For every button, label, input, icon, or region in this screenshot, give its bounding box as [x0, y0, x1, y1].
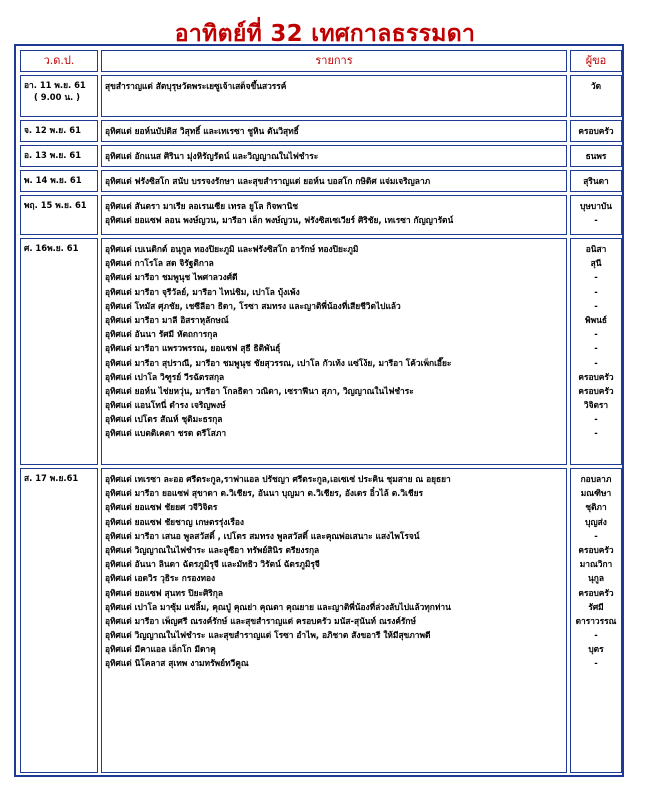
list-item: อุทิศแด่ เบเนดิกต์ อนุกูล ทองปิยะภูมิ และฟรังซิสโก อารักษ์ ทองปิยะภูมิ: [105, 244, 359, 254]
requester-text: ชุติภา: [585, 502, 607, 513]
list-item: อุทิศแด่ ยอแซฟ ชัยยศ วจีวิจิตร: [105, 502, 218, 513]
list-item: อุทิศแด่ แอนโทนี่ ดำรง เจริญพงษ์: [105, 400, 226, 411]
requester-text: -: [594, 630, 598, 641]
requester-text: -: [594, 414, 598, 425]
requester-text: -: [594, 357, 598, 368]
list-item: อุทิศแด่ มารีอา ยอแซฟ สุขาดา ต.วิเชียร, อันนา บุญมา ต.วิเชียร, อังเดร อิ๋วไล้ ต.วิเชียร: [105, 488, 423, 499]
list-item: อุทิศแด่ ยอห์น ไช่ยหวุ่น, มารีอา โกลธิดา วณิดา, เซราฟีนา สุภา, วิญญาณในไฟชำระ: [105, 385, 414, 396]
requester-text: อนิสา: [585, 244, 607, 254]
list-item: อุทิศแด่ อันนา รัศมี หัตถการกุล: [105, 329, 218, 340]
list-item: อุทิศแด่ เปโตร สัณห์ ชุติมะธรกุล: [105, 414, 223, 425]
header-date: ว.ด.ป.: [20, 50, 98, 72]
date-text: อ. 13 พ.ย. 61: [24, 150, 82, 160]
requester-text: บุญส่ง: [585, 516, 607, 527]
requester-text: -: [594, 658, 598, 669]
date-text: จ. 12 พ.ย. 61: [24, 125, 81, 135]
list-item: อุทิศแด่ นิโคลาส สุเทพ งามทรัพย์ทวีคูณ: [105, 658, 249, 669]
table-row-items: [101, 195, 567, 235]
list-item: อุทิศแด่ มารีอา เพ็ญศรี ณรงค์รักษ์ และสุขสำราญแด่ ครอบครัว มนัส-สุนันท์ ณรงค์รักษ์: [105, 615, 417, 626]
list-item: อุทิศแด่ ฟรังซิสโก สนับ บรรจงรักษา และสุขสำราญแด่ ยอห์น บอสโก กษิดิศ แจ่มเจริญลาภ: [105, 176, 431, 186]
requester-text: สุรินดา: [583, 176, 609, 186]
date-text: อา. 11 พ.ย. 61: [24, 80, 86, 90]
requester-text: -: [594, 272, 598, 283]
table-row-items: [101, 238, 567, 465]
requester-text: ครอบครัว: [578, 385, 614, 396]
requester-text: ครอบครัว: [578, 371, 614, 382]
date-time-text: ( 9.00 น. ): [34, 92, 80, 102]
table-row-date: [20, 120, 98, 142]
list-item: อุทิศแด่ ยอแซฟ สุนทร ปิยะศิริกุล: [105, 587, 223, 598]
requester-text: วิจิตรา: [583, 400, 609, 411]
table-row-items: [101, 120, 567, 142]
schedule-table-frame: [14, 44, 624, 777]
date-text: พฤ. 15 พ.ย. 61: [24, 200, 87, 210]
table-row-requester: [570, 120, 622, 142]
table-row-requester: [570, 468, 622, 773]
list-item: อุทิศแด่ มารีอา จุรีวัลย์, มารีอา ไหน่ชิม, เปาโล บุ้งเพ้ง: [105, 286, 300, 297]
list-item: อุทิศแด่ มีคาแอล เล็กโก มีดาคุ: [105, 644, 216, 655]
header-requester: ผู้ขอ: [570, 50, 622, 72]
list-item: อุทิศแด่ เปาโล มาซุ้ม แซ่ลิ้ม, คุณปู่ คุณย่า คุณตา คุณยาย และญาติพี่น้องที่ล่วงลับไปแล้วทุกท่าน: [105, 601, 451, 612]
list-item: อุทิศแด่ มารีอา เสนอ พูลสวัสดิ์ , เปโตร สมทรง พูลสวัสดิ์ และคุณพ่อเสนาะ แสงไพโรจน์: [105, 530, 420, 541]
requester-text: กอบลาภ: [580, 474, 612, 484]
table-row-date: [20, 170, 98, 192]
table-row-items: [101, 170, 567, 192]
list-item: อุทิศแด่ เอดวิร วุธิระ กรองทอง: [105, 573, 216, 584]
table-row-date: [20, 145, 98, 167]
requester-text: สุนี: [590, 258, 602, 269]
list-item: อุทิศแด่ วิญญาณในไฟชำระ และลูซีอา ทรัพย์สินิร ตรียงรกุล: [105, 544, 320, 555]
requester-text: -: [594, 286, 598, 297]
requester-text: มาณวิกา: [579, 559, 613, 570]
table-row-items: [101, 468, 567, 773]
requester-text: บุตร: [588, 644, 604, 655]
list-item: อุทิศแด่ ยอห์นบัปติส วิสุทธิ์ และเทเรซา ชูหิน ตันวิสุทธิ์: [105, 126, 299, 136]
list-item: อุทิศแด่ เทเรซา ละออ ศรีตระกูล,ราฟาแอล ปรัชญา ศรีตระกูล,เอเซเซ่ ประคิน ชุมสาย ณ อยุธยา: [105, 474, 451, 484]
list-item: สุขสำราญแด่ สัตบุรุษวัดพระเยซูเจ้าเสด็จขึ้นสวรรค์: [105, 81, 287, 91]
requester-text: -: [594, 343, 598, 354]
list-item: อุทิศแด่ มารีอา สุปราณี, มารีอา ชมพูนุช ชัยสุวรรณ, เปาโล กัวเท้ง แซ่โง้ย, มารีอา โค้วเพ็กเอี๊ยะ: [105, 357, 452, 368]
requester-text: ดาราวรรณ: [575, 615, 617, 626]
requester-text: มณฑิษา: [580, 488, 612, 499]
requester-text: -: [594, 530, 598, 541]
list-item: อุทิศแด่ อักแนส ศิรินา มุ่งหิรัญรัตน์ และวิญญาณในไฟชำระ: [105, 151, 319, 161]
list-item: อุทิศแด่ มารีอา มาลี อิสราหุลักษณ์: [105, 314, 229, 325]
table-row-requester: [570, 170, 622, 192]
list-item: อุทิศแด่ กาโรโล สด จิรัฐติกาล: [105, 258, 214, 269]
requester-text: -: [594, 215, 598, 226]
requester-text: บุษบาบัน: [580, 201, 612, 211]
requester-text: ครอบครัว: [578, 126, 614, 136]
table-row-date: [20, 238, 98, 465]
requester-text: ครอบครัว: [578, 587, 614, 598]
table-row-date: [20, 468, 98, 773]
list-item: อุทิศแด่ เปาโล วิฑูรย์ วีรฉัตรสกุล: [105, 371, 225, 382]
list-item: อุทิศแด่ วิญญาณในไฟชำระ และสุขสำราญแด่ โรซา อำไพ, อภิชาต สังขอารี ให้มีสุขภาพดี: [105, 630, 431, 641]
date-text: พ. 14 พ.ย. 61: [24, 175, 82, 185]
requester-text: -: [594, 428, 598, 439]
requester-text: -: [594, 300, 598, 311]
list-item: อุทิศแด่ ยอแซฟ ลอน พงษ์ญวน, มารีอา เล็ก พงษ์ญวน, ฟรังซิสเซเวียร์ ศิริชัย, เทเรซา กัญญารัตน์: [105, 215, 454, 226]
requester-text: นุกูล: [588, 573, 604, 584]
table-row-items: [101, 75, 567, 117]
date-text: ศ. 16พ.ย. 61: [24, 243, 79, 253]
requester-text: -: [594, 329, 598, 340]
page-title: อาทิตย์ที่ 32 เทศกาลธรรมดา: [174, 21, 476, 47]
table-row-date: [20, 75, 98, 117]
list-item: อุทิศแด่ อันนา ลินดา ฉัตรภูมิรุจี และมัทธิว วิรัตน์ ฉัตรภูมิรุจี: [105, 559, 320, 570]
list-item: อุทิศแด่ มารีอา ชมพูนุช ไพศาลวงศ์ดี: [105, 272, 238, 283]
list-item: อุทิศแด่ มารีอา แพรวพรรณ, ยอแซฟ สุธี ธิติพันธุ์: [105, 343, 281, 354]
list-item: อุทิศแด่ โทมัส ศุภชัย, เชซีลีอา ธิดา, โรซา สมทรง และญาติพี่น้องที่เสียชีวิตไปแล้ว: [105, 300, 401, 311]
table-row-requester: [570, 75, 622, 117]
table-row-date: [20, 195, 98, 235]
requester-text: วัด: [590, 81, 602, 91]
requester-text: พิพนธ์: [585, 314, 607, 325]
table-row-requester: [570, 238, 622, 465]
list-item: อุทิศแด่ สันตรา มาเรีย ลอเรนเซีย เทรล ยูโล กิจพานิช: [105, 201, 299, 211]
requester-text: ธนพร: [585, 151, 607, 161]
table-row-items: [101, 145, 567, 167]
table-row-requester: [570, 145, 622, 167]
requester-text: รัศมี: [588, 601, 604, 612]
list-item: อุทิศแด่ แบตติเคตา ชรด ตรีโสภา: [105, 428, 227, 439]
header-items: รายการ: [101, 50, 567, 72]
list-item: อุทิศแด่ ยอแซฟ ชัยชาญ เกษตรรุ่งเรือง: [105, 516, 244, 527]
requester-text: ครอบครัว: [578, 544, 614, 555]
table-row-requester: [570, 195, 622, 235]
date-text: ส. 17 พ.ย.61: [24, 473, 79, 483]
